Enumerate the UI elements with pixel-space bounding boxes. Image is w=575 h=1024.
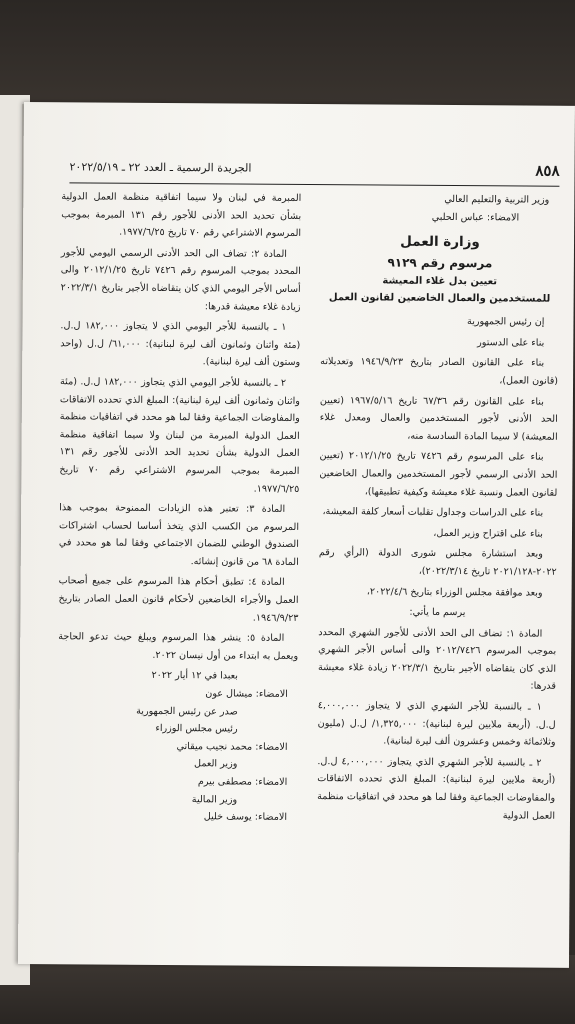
article-1-item-1: ١ ـ بالنسبة للأجر الشهري الذي لا يتجاوز ٤,٠٠٠,٠٠٠ ل.ل. (أربعة ملايين ليرة لبنانية): ١,٣٢٥,٠٠٠/ ل.ل (مليون وثلاثمائة وخمس وعشرون ألف ليرة لبنانية). <box>317 700 556 748</box>
ministry-heading: وزارة العمل <box>400 233 480 251</box>
left-column <box>57 188 301 826</box>
decree-subject: تعيين بدل غلاء المعيشة <box>382 275 498 288</box>
labor-minister-title: وزير العمل <box>194 758 238 770</box>
prime-minister-title: رئيس مجلس الوزراء <box>155 723 238 735</box>
article-5: المادة ٥: ينشر هذا المرسوم ويبلغ حيث تدعو الحاجة ويعمل به ابتداء من أول نيسان ٢٠٢٢. <box>58 631 299 662</box>
article-3: المادة ٣: تعتبر هذه الزيادات الممنوحة بموجب هذا المرسوم من الكسب الذي يتخذ أساسا لحساب اشتراكات الصندوق الوطني للضمان الاجتماعي وفقا لما هو محدد في المادة ٦٨ من قانون إنشائه. <box>58 502 300 568</box>
article-2: المادة ٢: تضاف الى الحد الأدنى الرسمي اليومي للأجور المحدد بموجب المرسوم رقم ٧٤٢٦ تاريخ ٢٠١٢/١/٢٥ والى أساس الأجر اليومي الذي كان يتقاضاه الأجير بتاريخ ٢٠٢٢/٣/١ زيادة غلاء معيشة قدرها: <box>60 247 301 313</box>
paragraph: بناء على القانون الصادر بتاريخ ١٩٤٦/٩/٢٣ وتعديلاته (قانون العمل)، <box>320 356 559 387</box>
signing-place-date: بعبدا في ١٢ أيار ٢٠٢٢ <box>151 670 239 682</box>
decree-enacts: يرسم ما يأتي: <box>409 606 466 619</box>
president-signature: الامضاء: ميشال عون <box>205 688 288 700</box>
decree-number: مرسوم رقم ٩١٢٩ <box>387 255 493 271</box>
paragraph: إن رئيس الجمهورية <box>467 316 545 328</box>
labor-minister-signature: الامضاء: مصطفى بيرم <box>197 776 288 788</box>
paragraph: بناء على الدستور <box>477 336 545 349</box>
gazette-issue-line: الجريدة الرسمية ـ العدد ٢٢ ـ ٢٠٢٢/٥/١٩ <box>69 160 252 175</box>
gazette-page <box>18 102 575 968</box>
article-1: المادة ١: تضاف الى الحد الأدنى للأجور الشهري المحدد بموجب المرسوم ٢٠١٢/٧٤٢٦ والى أساس الأجر الشهري الذي كان يتقاضاه الأجير بتاريخ ٢٠٢٢/٣/١ زيادة غلاء معيشة قدرها: <box>318 626 557 693</box>
page-number: ٨٥٨ <box>535 161 560 180</box>
finance-minister-title: وزير المالية <box>191 793 238 806</box>
dark-background-top <box>0 0 575 110</box>
page-content <box>34 102 560 966</box>
page-header <box>69 158 559 183</box>
paragraph: بناء على المرسوم رقم ٧٤٢٦ تاريخ ٢٠١٢/١/٢٥ (تعيين الحد الأدنى الرسمي لأجور المستخدمين والعمال الخاضعين لقانون العمل ونسبة غلاء معيشة وكيفية تطبيقها)، <box>319 450 558 499</box>
issued-by-line: صدر عن رئيس الجمهورية <box>136 705 238 718</box>
paragraph: بناء على الدراسات وجداول تقلبات أسعار كلفة المعيشة، <box>322 506 544 519</box>
minister-title: وزير التربية والتعليم العالي <box>444 193 550 206</box>
finance-minister-signature: الامضاء: يوسف خليل <box>203 811 288 824</box>
article-4: المادة ٤: تطبق أحكام هذا المرسوم على جميع أصحاب العمل والأجراء الخاضعين لأحكام قانون العمل الصادر بتاريخ ١٩٤٦/٩/٢٣. <box>58 575 299 624</box>
paragraph: بناء على القانون رقم ٦٧/٣٦ تاريخ ١٩٦٧/٥/١٦ (تعيين الحد الأدنى لأجور المستخدمين والعمال ومعدل غلاء المعيشة) لا سيما المادة السادسة منه، <box>319 394 558 443</box>
prime-minister-signature: الامضاء: محمد نجيب ميقاتي <box>176 740 288 753</box>
right-column <box>317 190 559 828</box>
paragraph: بناء على اقتراح وزير العمل، <box>433 527 544 540</box>
paragraph: وبعد استشارة مجلس شورى الدولة (الرأي رقم ٢٠٢٢-٢٠٢١/١٢٨ تاريخ ٢٠٢٢/٣/١٤)، <box>318 547 557 578</box>
paragraph-continued: المبرمة في لبنان ولا سيما اتفاقية منظمة العمل الدولية بشأن تحديد الحد الأدنى للأجور رقم ١٣١ المبرمة بموجب المرسوم الاشتراعي رقم ٧٠ تاريخ ١٩٧٧/٦/٢٥. <box>61 191 302 240</box>
article-1-item-2: ٢ ـ بالنسبة للأجر الشهري الذي يتجاوز ٤,٠٠٠,٠٠٠ ل.ل. (أربعة ملايين ليرة لبنانية): المبلغ الذي تحدده الاتفاقات والمفاوضات الجماعية وفقا لما هو محدد في اتفاقيات منظمة العمل الدولية <box>317 755 556 822</box>
decree-subject-line2: للمستخدمين والعمال الخاضعين لقانون العمل <box>328 292 551 305</box>
paragraph: وبعد موافقة مجلس الوزراء بتاريخ ٢٠٢٢/٤/٦، <box>366 585 543 599</box>
article-2-item-2: ٢ ـ بالنسبة للأجر اليومي الذي يتجاوز ١٨٢,٠٠٠ ل.ل. (مئة واثنان وثمانون ألف ليرة لبنانية): المبلغ الذي تحدده الاتفاقات والمفاوضات الجماعية وفقا لما هو محدد في اتفاقيات منظمة العمل الدولية المبرمة من لبنان ولا سيما اتفاقية منظمة العمل الدولية بشأن تحديد الحد الأدنى للأجور رقم ١٣١ المبرمة بموجب المرسوم الاشتراعي رقم ٧٠ تاريخ ١٩٧٧/٦/٢٥. <box>59 376 300 495</box>
minister-signature: الامضاء: عباس الحلبي <box>431 211 520 224</box>
article-2-item-1: ١ ـ بالنسبة للأجر اليومي الذي لا يتجاوز ١٨٢,٠٠٠ ل.ل. (مئة واثنان وثمانون ألف ليرة لبنانية): ٦١,٠٠٠/ ل.ل (واحد وستون ألف ليرة لبنانية). <box>60 320 301 369</box>
